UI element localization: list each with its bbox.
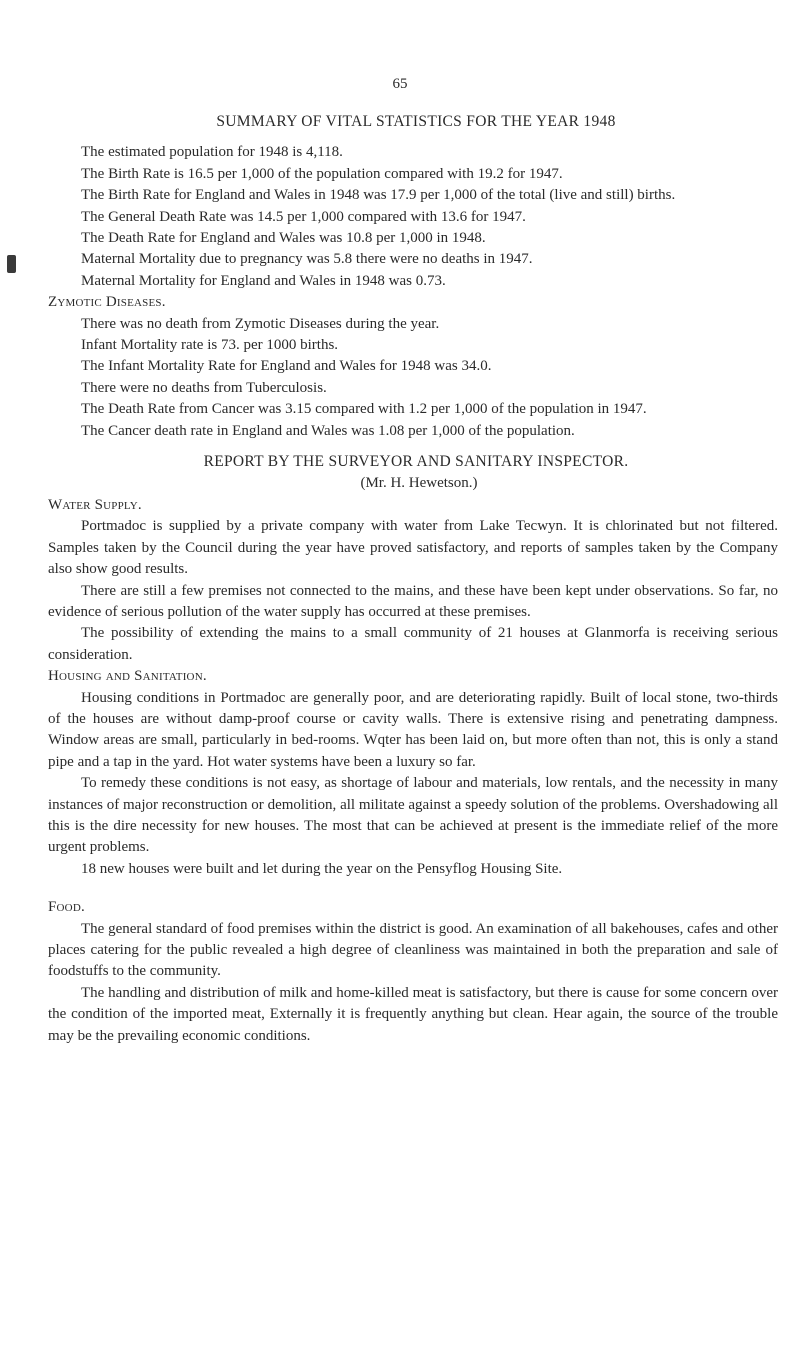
stat-line: The Birth Rate for England and Wales in 1948 was 17.9 per 1,000 of the total (live and still) births.: [81, 187, 676, 204]
water-paragraph: Portmadoc is supplied by a private company with water from Lake Tecwyn. It is chlorinated but not filtered. Samples taken by the Council during the year have proved satisfactory, and reports of samples taken by the Company also show good results.: [48, 518, 778, 578]
housing-paragraph: 18 new houses were built and let during the year on the Pensyflog Housing Site.: [81, 860, 563, 877]
water-paragraph: The possibility of extending the mains to a small community of 21 houses at Glanmorfa is receiving serious consideration.: [48, 625, 778, 663]
page-number: 65: [392, 76, 408, 92]
housing-paragraph: To remedy these conditions is not easy, as shortage of labour and materials, low rentals, and the necessity in many instances of major reconstruction or demolition, all militate against a speedy solution of the problems. Overshadowing all this is the dire necessity for new houses. The most that can be achieved at present is the immediate relief of the more urgent problems.: [48, 775, 778, 856]
zymotic-line: Infant Mortality rate is 73. per 1000 births.: [81, 337, 339, 354]
stat-line: Maternal Mortality for England and Wales in 1948 was 0.73.: [81, 272, 446, 289]
stat-line: The estimated population for 1948 is 4,118.: [81, 144, 343, 161]
food-paragraph: The general standard of food premises within the district is good. An examination of all bakehouses, cafes and other places catering for the public revealed a high degree of cleanliness was maintained in both the preparation and sale of foodstuffs to the community.: [48, 920, 778, 980]
housing-paragraph: Housing conditions in Portmadoc are generally poor, and are deteriorating rapidly. Built of local stone, two-thirds of the houses are without damp-proof course or cavity walls. There is extensive rising and penetrating dampness. Window areas are small, particularly in bed-rooms. Wqter has been laid on, but more often than not, this is only a stand pipe and a tap in the yard. Hot water systems have been a luxury so far.: [48, 689, 778, 770]
water-supply-heading: Water Supply.: [48, 496, 142, 513]
report-byline: (Mr. H. Hewetson.): [360, 474, 478, 491]
stat-line: The General Death Rate was 14.5 per 1,000 compared with 13.6 for 1947.: [81, 208, 526, 225]
zymotic-line: There were no deaths from Tuberculosis.: [81, 379, 327, 396]
water-paragraph: There are still a few premises not connected to the mains, and these have been kept under observations. So far, no evidence of serious pollution of the water supply has occurred at these premises.: [48, 582, 778, 620]
zymotic-line: There was no death from Zymotic Diseases during the year.: [81, 315, 440, 332]
stat-line: The Death Rate for England and Wales was 10.8 per 1,000 in 1948.: [81, 230, 486, 247]
zymotic-line: The Cancer death rate in England and Wales was 1.08 per 1,000 of the population.: [81, 422, 575, 439]
stat-line: The Birth Rate is 16.5 per 1,000 of the population compared with 19.2 for 1947.: [81, 165, 563, 182]
zymotic-line: The Infant Mortality Rate for England and Wales for 1948 was 34.0.: [81, 358, 492, 375]
surveyor-report-title: REPORT BY THE SURVEYOR AND SANITARY INSPECTOR.: [203, 453, 629, 471]
scan-mark-icon: [7, 255, 16, 273]
food-paragraph: The handling and distribution of milk and home-killed meat is satisfactory, but there is cause for some concern over the condition of the imported meat, Externally it is frequently anything but clean. Hear again, the source of the trouble may be the prevailing economic conditions.: [48, 984, 778, 1044]
zymotic-diseases-heading: Zymotic Diseases.: [48, 294, 166, 311]
page-content: [48, 111, 778, 1047]
vital-statistics-title: SUMMARY OF VITAL STATISTICS FOR THE YEAR 1948: [216, 113, 616, 130]
stat-line: Maternal Mortality due to pregnancy was 5.8 there were no deaths in 1947.: [81, 251, 533, 268]
housing-sanitation-heading: Housing and Sanitation.: [48, 668, 207, 685]
food-heading: Food.: [48, 899, 85, 916]
zymotic-line: The Death Rate from Cancer was 3.15 compared with 1.2 per 1,000 of the population in 1947.: [81, 401, 647, 418]
